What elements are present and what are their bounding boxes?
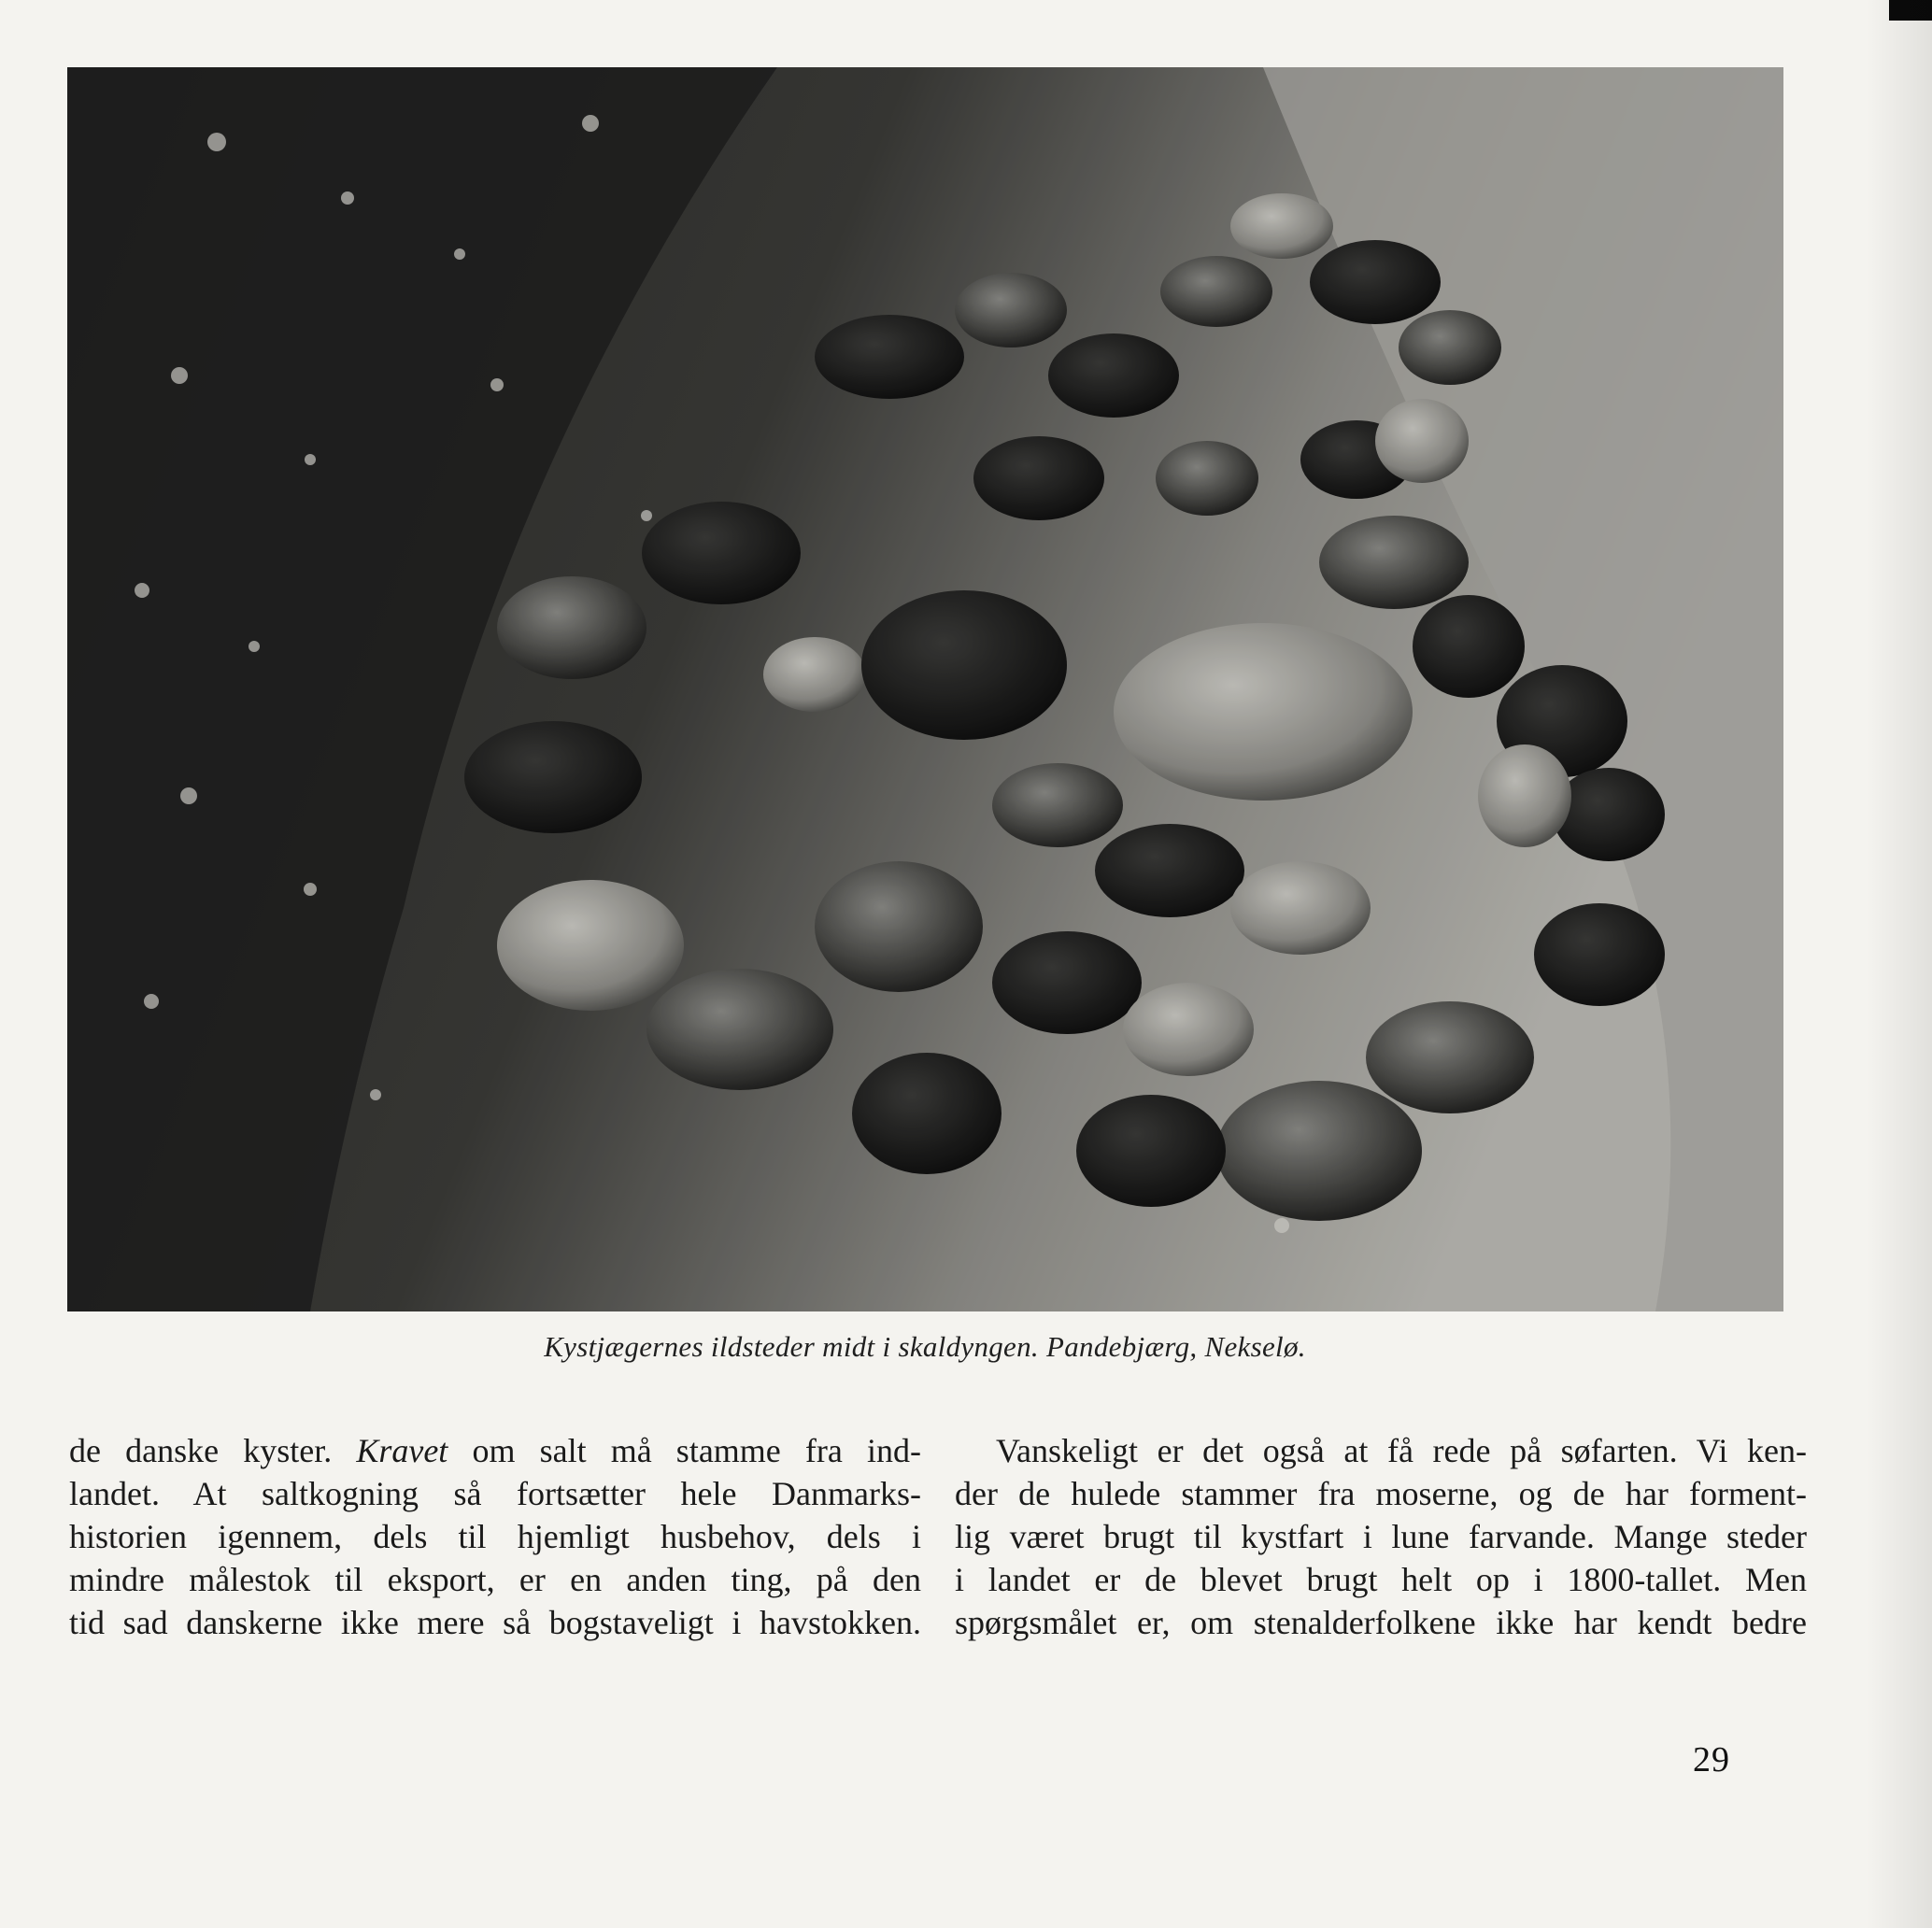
right-line-3: lig været brugt til kystfart i lune farvande. Mange steder (955, 1518, 1807, 1555)
page-edge-shadow (1867, 0, 1932, 1928)
hearth-stones-illustration (67, 67, 1783, 1311)
left-line-1: de danske kyster. Kravet om salt må stamme fra ind- (69, 1432, 921, 1469)
left-line-5: tid sad danskerne ikke mere så bogstaveligt i havstokken. (69, 1604, 921, 1641)
right-line-5: spørgsmålet er, om stenalderfolkene ikke har kendt bedre (955, 1604, 1807, 1641)
right-line-1: Vanskeligt er det også at få rede på søfarten. Vi ken- (996, 1432, 1807, 1469)
right-text-column (955, 1429, 1807, 1644)
left-line-3: historien igennem, dels til hjemligt husbehov, dels i (69, 1518, 921, 1555)
photograph-hearth-stones (67, 67, 1783, 1311)
left-text-column (69, 1429, 921, 1644)
emphasized-word: Kravet (356, 1432, 448, 1469)
left-line-2: landet. At saltkogning så fortsætter hele Danmarks- (69, 1475, 921, 1512)
page-number: 29 (1693, 1740, 1730, 1779)
left-line-4: mindre målestok til eksport, er en anden ting, på den (69, 1561, 921, 1598)
right-line-2: der de hulede stammer fra moserne, og de har forment- (955, 1475, 1807, 1512)
right-line-4: i landet er de blevet brugt helt op i 1800-tallet. Men (955, 1561, 1807, 1598)
figure-caption: Kystjægernes ildsteder midt i skaldyngen. Pandebjærg, Nekselø. (544, 1330, 1306, 1363)
